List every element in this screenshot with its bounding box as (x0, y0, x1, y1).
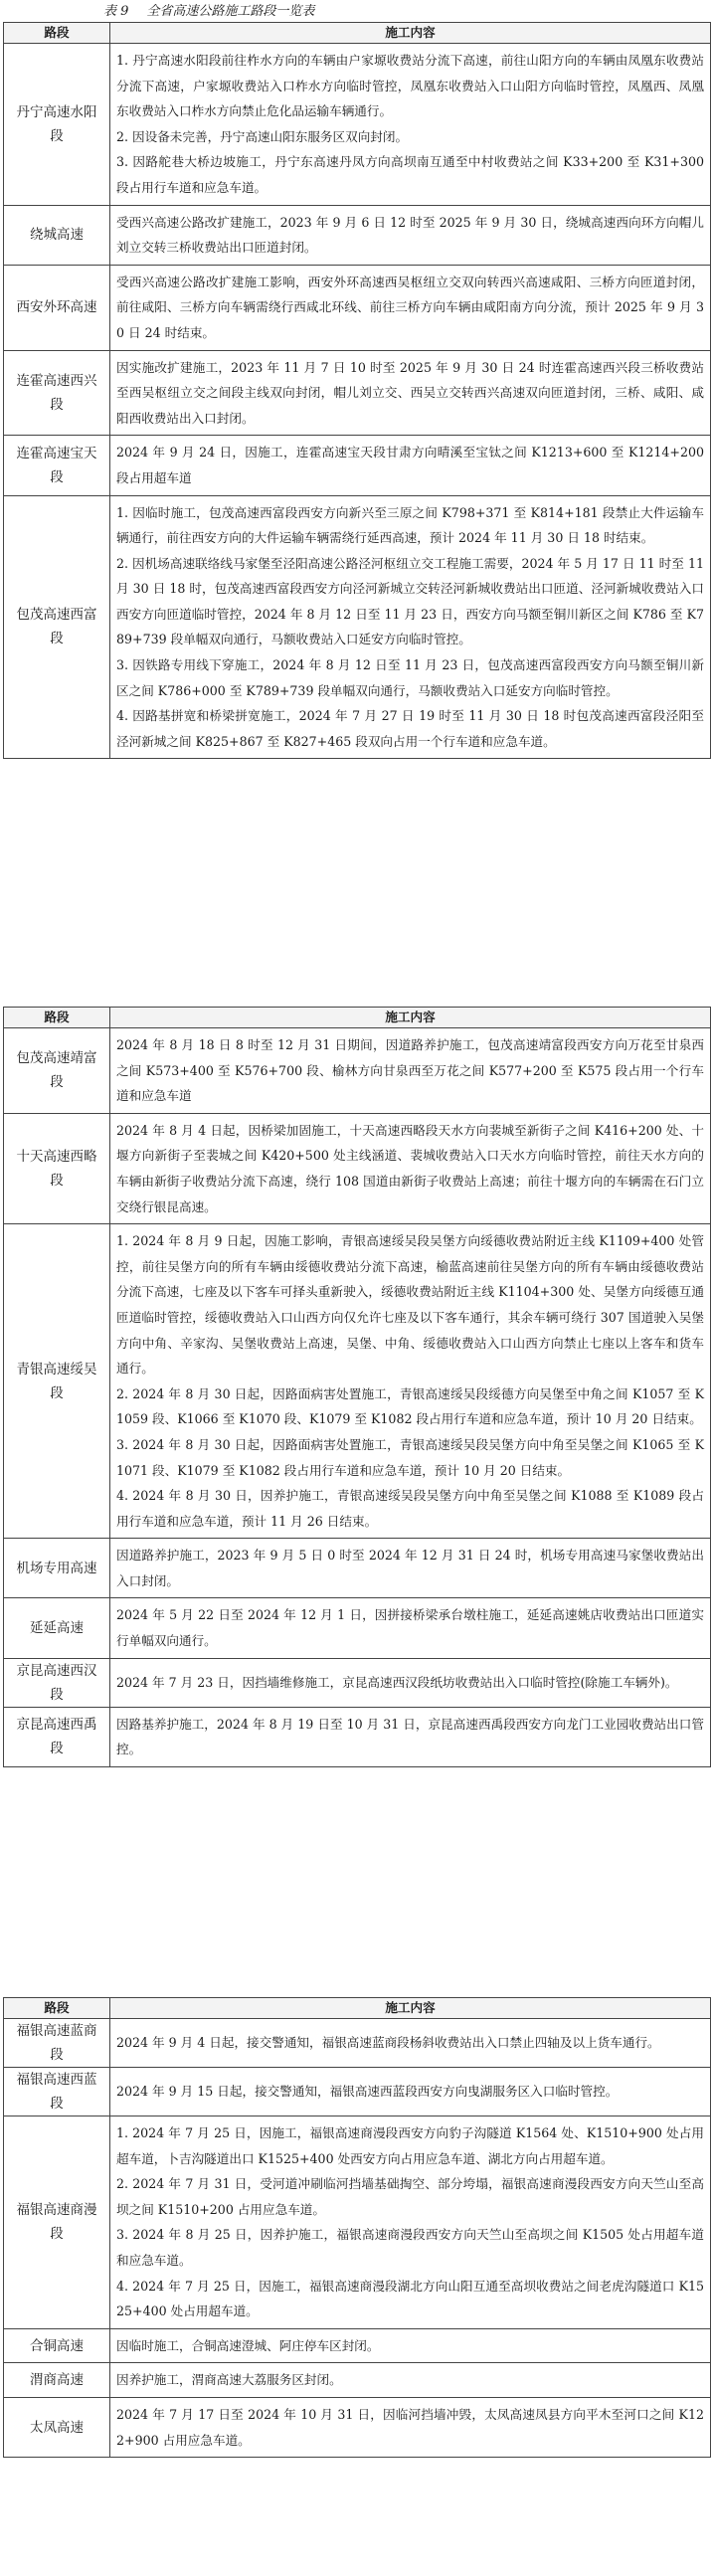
header-road: 路段 (4, 23, 110, 44)
content-paragraph: 2024 年 5 月 22 日至 2024 年 12 月 1 日，因拼接桥梁承台墩柱施工，延延高速姚店收费站出口匝道实行单幅双向通行。 (116, 1607, 704, 1649)
table-row (4, 2068, 711, 2116)
content-paragraph: 4. 2024 年 7 月 25 日，因施工，福银高速商漫段湖北方向山阳互通至高坝收费站之间老虎沟隧道口 K1525+400 处占用超车道。 (116, 2278, 704, 2319)
construction-content-cell (110, 2068, 711, 2116)
content-paragraph: 1. 2024 年 8 月 9 日起，因施工影响，青银高速绥吴段吴堡方向绥德收费站附近主线 K1109+400 处管控，前往吴堡方向的所有车辆由绥德收费站分流下高速，榆蓝高速前往吴堡方向的所有车辆由绥德收费站分流下高速，七座及以下客车可择头重新驶入，绥德收费站附近主线 K1104+300 处、吴堡方向绥德互通匝道临时管控，绥德收费站入口山西方向仅允许七座及以下客车通行，其余车辆可绕行 307 国道驶入吴堡方向中角、辛家沟、吴堡收费站上高速，吴堡、中角、绥德收费站入口山西方向禁止七座以上客车和货车通行。 (116, 1233, 704, 1377)
content-paragraph: 4. 因路基拼宽和桥梁拼宽施工，2024 年 7 月 27 日 19 时至 11 月 30 日 18 时包茂高速西富段泾阳至泾河新城之间 K825+867 至 K827+465 段双向占用一个行车道和应急车道。 (116, 708, 704, 749)
table-row (4, 1658, 711, 1707)
content-paragraph: 2024 年 7 月 23 日，因挡墙维修施工，京昆高速西汉段纸坊收费站出入口临时管控(除施工车辆外)。 (116, 1674, 678, 1690)
content-paragraph: 2024 年 9 月 24 日，因施工，连霍高速宝天段甘肃方向晴溪至宝钛之间 K1213+600 至 K1214+200 段占用超车道 (116, 445, 704, 485)
content-paragraph: 2024 年 7 月 17 日至 2024 年 10 月 31 日，因临河挡墙冲毁，太凤高速凤县方向平木至河口之间 K122+900 占用应急车道。 (116, 2406, 704, 2448)
content-paragraph: 1. 因临时施工，包茂高速西富段西安方向新兴至三原之间 K798+371 至 K814+181 段禁止大件运输车辆通行，前往西安方向的大件运输车辆需绕行延西高速，预计 2024 年 11 月 30 日 18 时结束。 (116, 504, 704, 546)
content-paragraph: 2. 2024 年 8 月 30 日起，因路面病害处置施工，青银高速绥吴段绥德方向吴堡至中角之间 K1057 至 K1059 段、K1066 至 K1070 段、K1079 至 K1082 段占用行车道和应急车道，预计 10 月 20 日结束。 (116, 1385, 704, 1427)
road-name-cell: 连霍高速西兴段 (4, 350, 110, 436)
caption-number: 表 9 (103, 4, 129, 19)
construction-content-cell (110, 2328, 711, 2363)
content-paragraph: 3. 因铁路专用线下穿施工，2024 年 8 月 12 日至 11 月 23 日，包茂高速西富段西安方向马额至铜川新区之间 K786+000 至 K789+739 段单幅双向通行，马额收费站入口延安方向临时管控。 (116, 657, 704, 698)
content-paragraph: 2024 年 9 月 15 日起，接交警通知，福银高速西蓝段西安方向曳湖服务区入口临时管控。 (116, 2084, 619, 2100)
construction-content-cell (110, 2363, 711, 2398)
road-name-cell: 福银高速蓝商段 (4, 2019, 110, 2068)
road-name-cell: 丹宁高速水阳段 (4, 44, 110, 206)
content-paragraph: 1. 2024 年 7 月 25 日，因施工，福银高速商漫段西安方向豹子沟隧道 K1564 处、K1510+900 处占用超车道，卜吉沟隧道出口 K1525+400 处西安方向占用应急车道、湖北方向占用超车道。 (116, 2125, 704, 2166)
construction-table-part-2 (3, 1007, 711, 1767)
table-row (4, 436, 711, 495)
road-name-cell: 合铜高速 (4, 2328, 110, 2363)
road-name-cell: 渭商高速 (4, 2363, 110, 2398)
content-paragraph: 3. 因路舵巷大桥边坡施工，丹宁东高速丹凤方向高坝南互通至中村收费站之间 K33+200 至 K31+300 段占用行车道和应急车道。 (116, 154, 704, 195)
road-name-cell: 福银高速商漫段 (4, 2116, 110, 2329)
construction-content-cell (110, 495, 711, 759)
construction-content-cell (110, 1707, 711, 1766)
road-name-cell: 京昆高速西禹段 (4, 1707, 110, 1766)
content-paragraph: 2. 因设备未完善，丹宁高速山阳东服务区双向封闭。 (116, 128, 409, 144)
table-row (4, 44, 711, 206)
table-row (4, 350, 711, 436)
road-name-cell: 包茂高速靖富段 (4, 1028, 110, 1114)
table-row (4, 2019, 711, 2068)
table-row (4, 1113, 711, 1223)
table-row (4, 2363, 711, 2398)
table-row (4, 1539, 711, 1598)
content-paragraph: 4. 2024 年 8 月 30 日，因养护施工，青银高速绥吴段吴堡方向中角至吴堡之间 K1088 至 K1089 段占用行车道和应急车道，预计 11 月 26 日结束。 (116, 1488, 704, 1529)
construction-content-cell (110, 1113, 711, 1223)
content-paragraph: 2. 2024 年 7 月 31 日，受河道冲刷临河挡墙基础掏空、部分垮塌，福银高速商漫段西安方向天竺山至高坝之间 K1510+200 占用应急车道。 (116, 2176, 704, 2217)
construction-content-cell (110, 1539, 711, 1598)
table-row (4, 1598, 711, 1658)
table-row (4, 1707, 711, 1766)
header-road: 路段 (4, 1008, 110, 1028)
construction-table-part-3 (3, 1997, 711, 2458)
road-name-cell: 福银高速西蓝段 (4, 2068, 110, 2116)
road-name-cell: 延延高速 (4, 1598, 110, 1658)
table-row (4, 2397, 711, 2457)
construction-content-cell (110, 2116, 711, 2329)
table-row (4, 1028, 711, 1114)
construction-content-cell (110, 350, 711, 436)
table-row (4, 495, 711, 759)
header-content: 施工内容 (110, 1998, 711, 2019)
construction-content-cell (110, 205, 711, 265)
road-name-cell: 机场专用高速 (4, 1539, 110, 1598)
content-paragraph: 2024 年 8 月 18 日 8 时至 12 月 31 日期间，因道路养护施工，包茂高速靖富段西安方向万花至甘泉西之间 K573+400 至 K576+700 段、榆林方向甘泉西至万花之间 K577+200 至 K575 段占用一个行车道和应急车道 (116, 1037, 704, 1104)
road-name-cell: 太凤高速 (4, 2397, 110, 2457)
content-paragraph: 1. 丹宁高速水阳段前往柞水方向的车辆由户家塬收费站分流下高速，前往山阳方向的车辆由凤凰东收费站分流下高速，户家塬收费站入口柞水方向临时管控，凤凰东收费站入口山阳方向临时管控，凤凰西、凤凰东收费站入口柞水方向禁止危化品运输车辆通行。 (116, 53, 704, 119)
construction-content-cell (110, 1598, 711, 1658)
construction-table-part-1 (3, 22, 711, 759)
content-paragraph: 因实施改扩建施工，2023 年 11 月 7 日 10 时至 2025 年 9 月 30 日 24 时连霍高速西兴段三桥收费站至西吴枢纽立交之间段主线双向封闭，帽儿刘立交、西吴立交转西兴高速双向匝道封闭，三桥、咸阳、咸阳西收费站出入口封闭。 (116, 359, 704, 426)
table-row (4, 205, 711, 265)
content-paragraph: 因道路养护施工，2023 年 9 月 5 日 0 时至 2024 年 12 月 31 日 24 时，机场专用高速马家堡收费站出入口封闭。 (116, 1548, 704, 1588)
content-paragraph: 2024 年 8 月 4 日起，因桥梁加固施工，十天高速西略段天水方向裴城至新街子之间 K416+200 处、十堰方向新街子至裴城之间 K420+500 处主线涵道、裴城收费站入口天水方向临时管控，前往天水方向的车辆由新街子收费站分流下高速，绕行 108 国道由新街子收费站上高速；前往十堰方向的车辆需在石门立交绕行银昆高速。 (116, 1122, 704, 1214)
content-paragraph: 3. 2024 年 8 月 30 日起，因路面病害处置施工，青银高速绥吴段吴堡方向中角至吴堡之间 K1065 至 K1071 段、K1079 至 K1082 段占用行车道和应急车道，预计 10 月 20 日结束。 (116, 1436, 704, 1478)
construction-content-cell (110, 1028, 711, 1114)
table-header-row (4, 1998, 711, 2019)
road-name-cell: 连霍高速宝天段 (4, 436, 110, 495)
construction-content-cell (110, 2397, 711, 2457)
content-paragraph: 因养护施工，渭商高速大荔服务区封闭。 (116, 2372, 342, 2388)
table-header-row (4, 23, 711, 44)
content-paragraph: 2024 年 9 月 4 日起，接交警通知，福银高速蓝商段杨斜收费站出入口禁止四轴及以上货车通行。 (116, 2035, 660, 2051)
construction-content-cell (110, 2019, 711, 2068)
content-paragraph: 受西兴高速公路改扩建施工影响，西安外环高速西吴枢纽立交双向转西兴高速咸阳、三桥方向匝道封闭，前往咸阳、三桥方向车辆需绕行西咸北环线、前往三桥方向车辆由咸阳南方向分流，预计 2025 年 9 月 30 日 24 时结束。 (116, 274, 704, 340)
construction-content-cell (110, 1658, 711, 1707)
header-content: 施工内容 (110, 1008, 711, 1028)
table-row (4, 265, 711, 350)
content-paragraph: 2. 因机场高速联络线马家堡至泾阳高速公路泾河枢纽立交工程施工需要，2024 年 5 月 17 日 11 时至 11 月 30 日 18 时，包茂高速西富段西安方向泾河新城立交转泾河新城收费站出口匝道、泾河新城收费站入口西安方向匝道临时管控，2024 年 8 月 12 日至 11 月 23 日，西安方向马额至铜川新区之间 K786 至 K789+739 段单幅双向通行，马额收费站入口延安方向临时管控。 (116, 555, 704, 647)
road-name-cell: 青银高速绥吴段 (4, 1224, 110, 1539)
construction-content-cell (110, 436, 711, 495)
table-row (4, 2116, 711, 2329)
header-road: 路段 (4, 1998, 110, 2019)
table-caption (0, 2, 713, 22)
construction-content-cell (110, 1224, 711, 1539)
header-content: 施工内容 (110, 23, 711, 44)
content-paragraph: 因临时施工，合铜高速澄城、阿庄停车区封闭。 (116, 2337, 380, 2353)
table-header-row (4, 1008, 711, 1028)
construction-content-cell (110, 44, 711, 206)
table-row (4, 1224, 711, 1539)
road-name-cell: 绕城高速 (4, 205, 110, 265)
road-name-cell: 京昆高速西汉段 (4, 1658, 110, 1707)
content-paragraph: 3. 2024 年 8 月 25 日，因养护施工，福银高速商漫段西安方向天竺山至高坝之间 K1505 处占用超车道和应急车道。 (116, 2227, 704, 2268)
construction-content-cell (110, 265, 711, 350)
road-name-cell: 十天高速西略段 (4, 1113, 110, 1223)
content-paragraph: 受西兴高速公路改扩建施工，2023 年 9 月 6 日 12 时至 2025 年 9 月 30 日，绕城高速西向环方向帽儿刘立交转三桥收费站出口匝道封闭。 (116, 214, 704, 256)
road-name-cell: 包茂高速西富段 (4, 495, 110, 759)
content-paragraph: 因路基养护施工，2024 年 8 月 19 日至 10 月 31 日，京昆高速西禹段西安方向龙门工业园收费站出口管控。 (116, 1716, 704, 1757)
table-row (4, 2328, 711, 2363)
road-name-cell: 西安外环高速 (4, 265, 110, 350)
caption-title: 全省高速公路施工路段一览表 (146, 4, 315, 19)
